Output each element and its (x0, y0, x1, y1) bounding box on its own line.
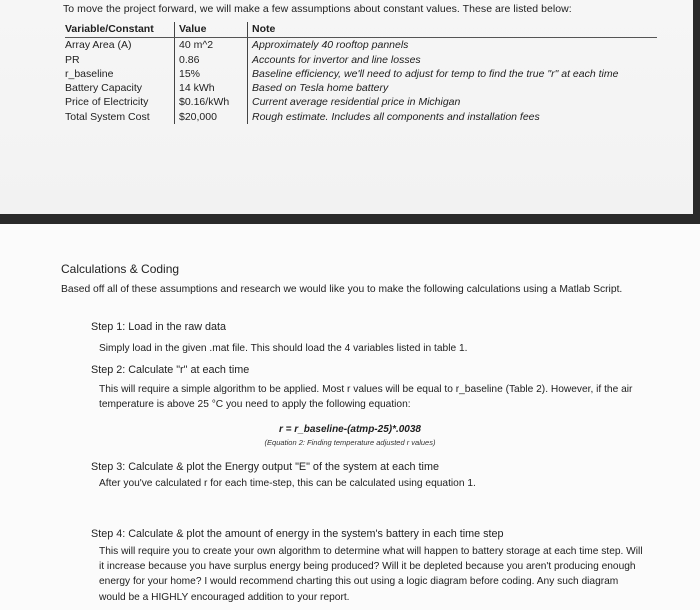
cell-variable: Battery Capacity (65, 82, 143, 95)
table-row (65, 110, 657, 124)
assumptions-table (65, 22, 657, 124)
cell-variable: Array Area (A) (65, 39, 132, 52)
cell-value: $20,000 (175, 110, 248, 124)
step-4-title: Step 4: Calculate & plot the amount of energy in the system's battery in each time step (91, 528, 504, 540)
cell-value: 40 m^2 (175, 38, 248, 53)
table-header-row (65, 22, 657, 38)
cell-note: Accounts for invertor and line losses (248, 53, 658, 67)
step-2-title: Step 2: Calculate "r" at each time (91, 364, 250, 376)
step-2-body: This will require a simple algorithm to be applied. Most r values will be equal to r_baseline (Table 2). However, if the air temperature is above 25 °C you need to apply the following equation: (99, 384, 633, 411)
step-4-body: This will require you to create your own algorithm to determine what will happen to battery storage at each time step. Will it increase because you have surplus energy being produced? Will it be depleted because you aren't producing enough energy for your home? I would recommend charting this out using a logic diagram before coding. Any such diagram would be a HIGHLY encouraged addition to your report. (99, 546, 643, 603)
cell-variable: Total System Cost (65, 110, 150, 123)
document-page-top (0, 0, 693, 214)
cell-note: Based on Tesla home battery (248, 81, 658, 95)
cell-variable: Price of Electricity (65, 96, 149, 109)
header-variable: Variable/Constant (65, 22, 175, 38)
table-row (65, 38, 657, 53)
cell-variable: PR (65, 53, 80, 66)
cell-value: $0.16/kWh (175, 95, 248, 109)
header-value: Value (175, 22, 248, 38)
cell-note: Rough estimate. Includes all components and installation fees (248, 110, 658, 124)
table-row (65, 81, 657, 95)
step-1-title: Step 1: Load in the raw data (91, 321, 227, 333)
cell-variable: r_baseline (65, 67, 114, 80)
table-row (65, 95, 657, 109)
cell-note: Baseline efficiency, we'll need to adjust for temp to find the true "r" at each time (248, 67, 658, 81)
section-title: Calculations & Coding (61, 262, 180, 276)
cell-value: 0.86 (175, 53, 248, 67)
step-1-body: Simply load in the given .mat file. This should load the 4 variables listed in table 1. (99, 343, 468, 354)
equation-2: r = r_baseline-(atmp-25)*.0038 (278, 424, 421, 435)
equation-2-caption: (Equation 2: Finding temperature adjusted r values) (264, 438, 436, 447)
cell-value: 14 kWh (175, 81, 248, 95)
cell-note: Current average residential price in Michigan (248, 95, 658, 109)
header-note: Note (248, 22, 658, 38)
intro-text: To move the project forward, we will make a few assumptions about constant values. These are listed below: (63, 3, 572, 15)
cell-value: 15% (175, 67, 248, 81)
table-row (65, 67, 657, 81)
step-3-title: Step 3: Calculate & plot the Energy output "E" of the system at each time (91, 461, 439, 473)
cell-note: Approximately 40 rooftop pannels (248, 38, 658, 53)
table-row (65, 53, 657, 67)
step-3-body: After you've calculated r for each time-step, this can be calculated using equation 1. (99, 478, 476, 489)
section-subtitle: Based off all of these assumptions and research we would like you to make the following calculations using a Matlab Script. (61, 284, 623, 295)
